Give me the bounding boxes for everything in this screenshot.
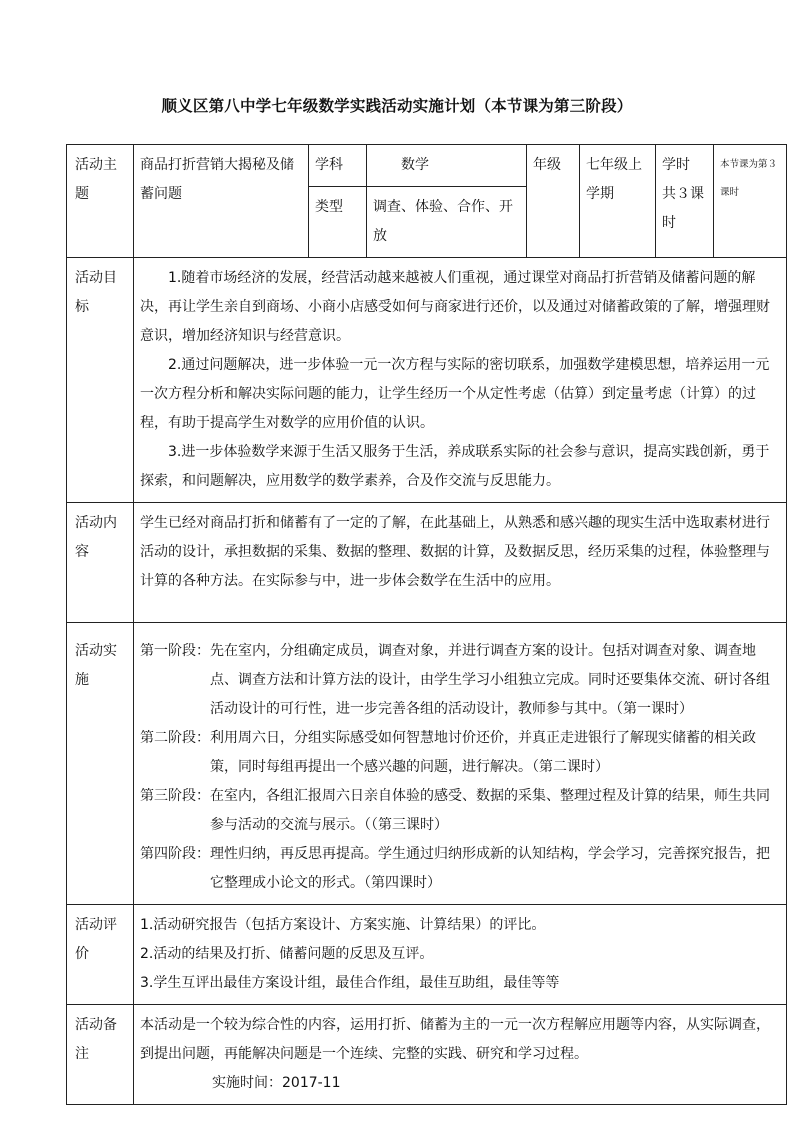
evaluation-cell xyxy=(134,905,787,1005)
stage-item xyxy=(140,840,780,898)
implementation-row xyxy=(67,623,787,905)
stage-text: 利用周六日，分组实际感受如何智慧地讨价还价，并真正走进银行了解现实储蓄的相关政策，同时每组再提出一个感兴趣的问题，进行解决。（第二课时） xyxy=(210,730,756,775)
evaluation-item: 1.活动研究报告（包括方案设计、方案实施、计算结果）的评比。 xyxy=(140,917,546,933)
stage-name: 第一阶段： xyxy=(140,643,210,659)
goal-item: 3.进一步体验数学来源于生活又服务于生活，养成联系实际的社会参与意识，提高实践创新，勇于探索，和问题解决，应用数学的数学素养，合及作交流与反思能力。 xyxy=(140,444,770,489)
stage-text: 先在室内，分组确定成员，调查对象，并进行调查方案的设计。包括对调查对象、调查地点、调查方法和计算方法的设计，由学生学习小组独立完成。同时还要集体交流、研讨各组活动设计的可行性，进一步完善各组的活动设计，教师参与其中。（第一课时） xyxy=(210,643,770,717)
hours-label: 学时 xyxy=(662,157,690,173)
evaluation-row xyxy=(67,905,787,1005)
stage-text: 理性归纳，再反思再提高。学生通过归纳形成新的认知结构，学会学习，完善探究报告，把它整理成小论文的形式。（第四课时） xyxy=(210,846,770,891)
stage-item xyxy=(140,637,780,724)
content-label: 活动内容 xyxy=(67,503,134,623)
type-label: 类型 xyxy=(309,187,367,258)
theme-value: 商品打折营销大揭秘及储蓄问题 xyxy=(134,145,309,258)
plan-table xyxy=(66,144,787,1105)
implementation-cell xyxy=(134,623,787,905)
goals-row xyxy=(67,258,787,503)
stage-text: 在室内，各组汇报周六日亲自体验的感受、数据的采集、整理过程及计算的结果，师生共同参与活动的交流与展示。（（第三课时） xyxy=(210,788,770,833)
remarks-cell xyxy=(134,1005,787,1105)
evaluation-item: 2.活动的结果及打折、储蓄问题的反思及互评。 xyxy=(140,946,434,962)
stage-item xyxy=(140,782,780,840)
stage-name: 第二阶段： xyxy=(140,730,210,746)
grade-label: 年级 xyxy=(527,145,580,258)
stage-name: 第四阶段： xyxy=(140,846,210,862)
theme-label: 活动主题 xyxy=(67,145,134,258)
lesson-note: 本节课为第３课时 xyxy=(714,145,787,258)
remarks-row xyxy=(67,1005,787,1105)
remarks-label: 活动备注 xyxy=(67,1005,134,1105)
goal-item: 2.通过问题解决，进一步体验一元一次方程与实际的密切联系，加强数学建模思想，培养运用一元一次方程分析和解决实际问题的能力，让学生经历一个从定性考虑（估算）到定量考虑（计算）的过程，有助于提高学生对数学的应用价值的认识。 xyxy=(140,357,770,431)
stage-item xyxy=(140,724,780,782)
header-row xyxy=(67,145,787,187)
stage-name: 第三阶段： xyxy=(140,788,210,804)
content-text: 学生已经对商品打折和储蓄有了一定的了解，在此基础上，从熟悉和感兴趣的现实生活中选取素材进行活动的设计，承担数据的采集、数据的整理、数据的计算，及数据反思，经历采集的过程，体验整理与计算的各种方法。在实际参与中，进一步体会数学在生活中的应用。 xyxy=(134,503,787,623)
content-row xyxy=(67,503,787,623)
implementation-label: 活动实施 xyxy=(67,623,134,905)
subject-label: 学科 xyxy=(309,145,367,187)
hours-label-cell xyxy=(656,145,714,258)
implementation-date: 实施时间：2017-11 xyxy=(212,1075,341,1091)
evaluation-label: 活动评价 xyxy=(67,905,134,1005)
goals-label: 活动目标 xyxy=(67,258,134,503)
hours-value: 共３课时 xyxy=(662,186,704,231)
goals-cell xyxy=(134,258,787,503)
evaluation-item: 3.学生互评出最佳方案设计组，最佳合作组，最佳互助组，最佳等等 xyxy=(140,975,560,991)
goal-item: 1.随着市场经济的发展，经营活动越来越被人们重视，通过课堂对商品打折营销及储蓄问题的解决，再让学生亲自到商场、小商小店感受如何与商家进行还价，以及通过对储蓄政策的了解，增强理财意识，增加经济知识与经营意识。 xyxy=(140,270,770,344)
remarks-text: 本活动是一个较为综合性的内容，运用打折、储蓄为主的一元一次方程解应用题等内容，从实际调查，到提出问题，再能解决问题是一个连续、完整的实践、研究和学习过程。 xyxy=(140,1017,770,1062)
type-value: 调查、体验、合作、开放 xyxy=(367,187,527,258)
page-title: 顺义区第八中学七年级数学实践活动实施计划（本节课为第三阶段） xyxy=(161,97,633,115)
grade-value: 七年级上学期 xyxy=(580,145,656,258)
subject-value: 数学 xyxy=(367,145,527,187)
